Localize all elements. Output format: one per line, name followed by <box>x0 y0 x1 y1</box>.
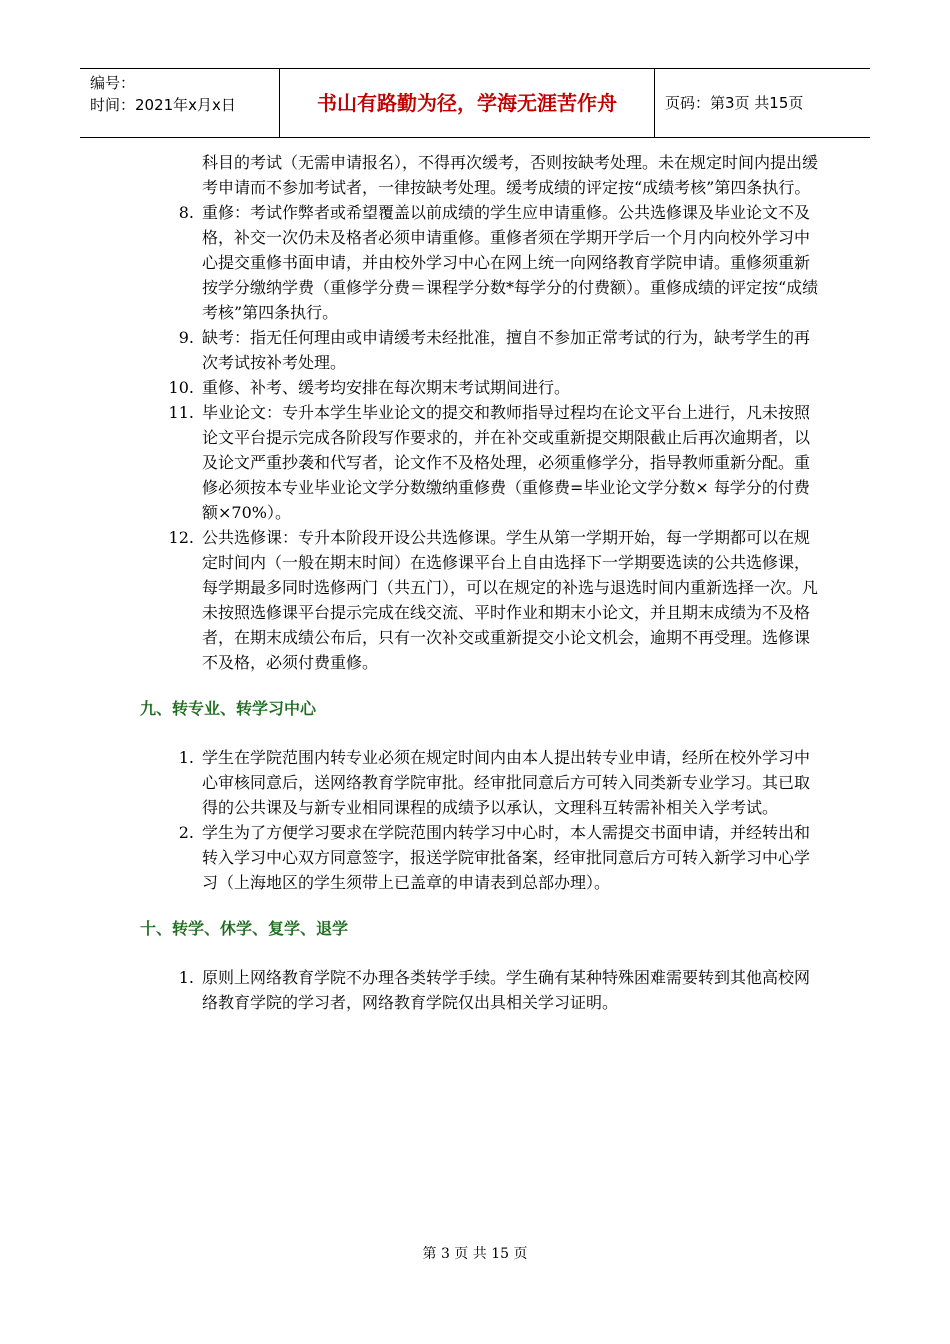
list-item-text: 重修：考试作弊者或希望覆盖以前成绩的学生应申请重修。公共选修课及毕业论文不及格，补交一次仍未及格者必须申请重修。重修者须在学期开学后一个月内向校外学习中心提交重修书面申请，并由校外学习中心在网上统一向网络教育学院申请。重修须重新按学分缴纳学费（重修学分费＝课程学分数*每学分的付费额）。重修成绩的评定按“成绩考核”第四条执行。 <box>202 203 819 322</box>
list-item-number: 11. <box>168 403 194 422</box>
header-meta <box>80 69 280 137</box>
list-item <box>178 745 820 820</box>
list-item <box>178 325 820 375</box>
list-item <box>168 525 820 675</box>
section-9-list <box>140 745 820 895</box>
list-item-number: 1. <box>178 968 194 987</box>
section-heading-10: 十、转学、休学、复学、退学 <box>140 919 349 938</box>
list-item-text: 缺考：指无任何理由或申请缓考未经批准，擅自不参加正常考试的行为，缺考学生的再次考试按补考处理。 <box>202 328 811 372</box>
list-item <box>168 375 820 400</box>
list-item-text: 公共选修课：专升本阶段开设公共选修课。学生从第一学期开始，每一学期都可以在规定时间内（一般在期末时间）在选修课平台上自由选择下一学期要选读的公共选修课，每学期最多同时选修两门（共五门），可以在规定的补选与退选时间内重新选择一次。凡未按照选修课平台提示完成在线交流、平时作业和期末小论文，并且期末成绩为不及格者，在期末成绩公布后，只有一次补交或重新提交小论文机会，逾期不再受理。选修课不及格，必须付费重修。 <box>202 528 819 672</box>
list-item <box>178 200 820 325</box>
header-motto: 书山有路勤为径，学海无涯苦作舟 <box>280 69 655 137</box>
list-item-text: 重修、补考、缓考均安排在每次期末考试期间进行。 <box>202 378 571 397</box>
list-item <box>168 400 820 525</box>
list-item-number: 2. <box>178 823 194 842</box>
list-item <box>178 965 820 1015</box>
page-header <box>80 68 870 138</box>
list-item-number: 10. <box>168 378 194 397</box>
continued-paragraph <box>140 150 820 200</box>
document-number-label: 编号： <box>90 74 136 92</box>
list-item-number: 9. <box>178 328 194 347</box>
continued-paragraph-text: 科目的考试（无需申请报名），不得再次缓考，否则按缺考处理。未在规定时间内提出缓考申请而不参加考试者，一律按缺考处理。缓考成绩的评定按“成绩考核”第四条执行。 <box>202 153 819 197</box>
list-item-text: 学生为了方便学习要求在学院范围内转学习中心时，本人需提交书面申请，并经转出和转入学习中心双方同意签字，报送学院审批备案，经审批同意后方可转入新学习中心学习（上海地区的学生须带上已盖章的申请表到总部办理）。 <box>202 823 811 892</box>
list-item-text: 毕业论文：专升本学生毕业论文的提交和教师指导过程均在论文平台上进行，凡未按照论文平台提示完成各阶段写作要求的，并在补交或重新提交期限截止后再次逾期者，以及论文严重抄袭和代写者，论文作不及格处理，必须重修学分，指导教师重新分配。重修必须按本专业毕业论文学分数缴纳重修费（重修费=毕业论文学分数× 每学分的付费额×70%）。 <box>202 403 811 522</box>
list-item-number: 12. <box>168 528 194 547</box>
page-footer: 第 3 页 共 15 页 <box>422 1246 528 1262</box>
document-body <box>140 150 820 1015</box>
section-heading-9: 九、转专业、转学习中心 <box>140 699 317 718</box>
document-date: 时间：2021年x月x日 <box>90 96 236 114</box>
list-item <box>178 820 820 895</box>
list-item-number: 8. <box>178 203 194 222</box>
list-item-text: 原则上网络教育学院不办理各类转学手续。学生确有某种特殊困难需要转到其他高校网络教育学院的学习者，网络教育学院仅出具相关学习证明。 <box>202 968 811 1012</box>
list-item-number: 1. <box>178 748 194 767</box>
section-10-list <box>140 965 820 1015</box>
exam-rules-list <box>140 200 820 675</box>
list-item-text: 学生在学院范围内转专业必须在规定时间内由本人提出转专业申请，经所在校外学习中心审核同意后，送网络教育学院审批。经审批同意后方可转入同类新专业学习。其已取得的公共课及与新专业相同课程的成绩予以承认，文理科互转需补相关入学考试。 <box>202 748 811 817</box>
header-page-info: 页码：第3页 共15页 <box>665 94 804 112</box>
